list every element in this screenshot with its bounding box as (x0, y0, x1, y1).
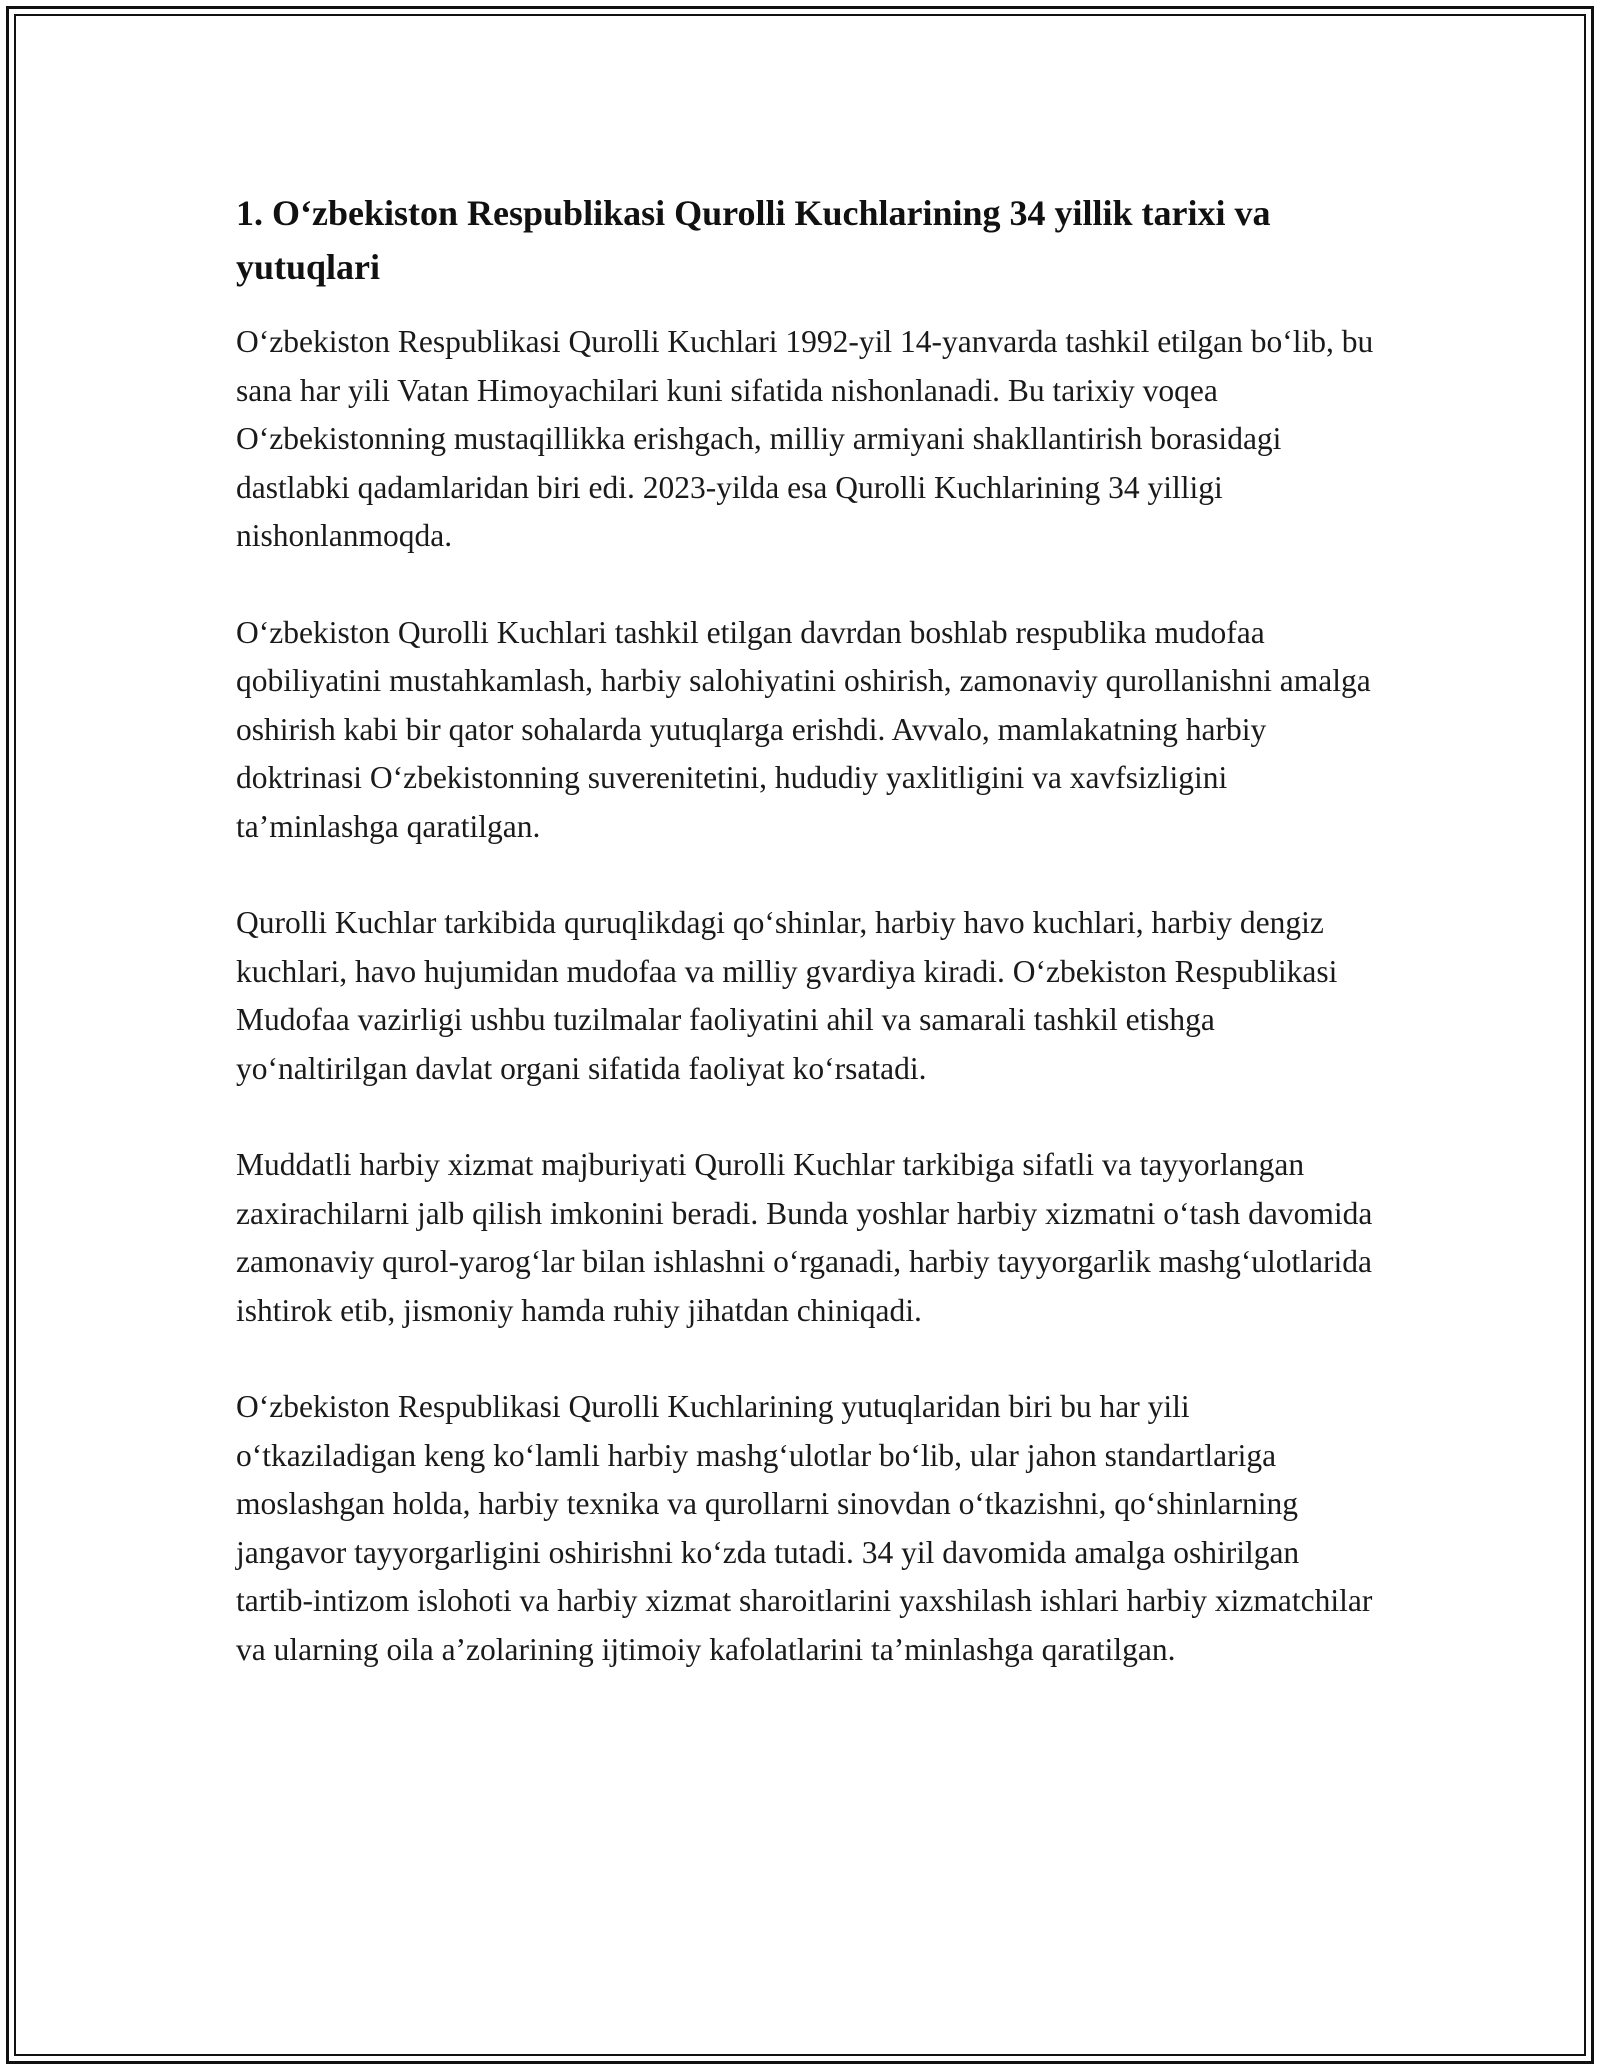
section-heading: 1. O‘zbekiston Respublikasi Qurolli Kuchlarining 34 yillik tarixi va yutuqlari (236, 193, 1271, 287)
paragraph-conscription: Muddatli harbiy xizmat majburiyati Qurolli Kuchlar tarkibiga sifatli va tayyorlangan zaxirachilarni jalb qilish imkonini beradi. Bunda yoshlar harbiy xizmatni o‘tash davomida zamonaviy qurol-yarog‘lar bilan ishlashni o‘rganadi, harbiy tayyorgarlik mashg‘ulotlarida ishtirok etib, jismoniy hamda ruhiy jihatdan chiniqadi. (236, 1147, 1373, 1328)
paragraph-founding: O‘zbekiston Respublikasi Qurolli Kuchlari 1992-yil 14-yanvarda tashkil etilgan bo‘lib, bu sana har yili Vatan Himoyachilari kuni sifatida nishonlanadi. Bu tarixiy voqea O‘zbekistonning mustaqillikka erishgach, milliy armiyani shakllantirish borasidagi dastlabki qadamlaridan biri edi. 2023-yilda esa Qurolli Kuchlarining 34 yilligi nishonlanmoqda. (236, 324, 1374, 553)
document-body (236, 186, 1376, 1722)
paragraph-structure: Qurolli Kuchlar tarkibida quruqlikdagi qo‘shinlar, harbiy havo kuchlari, harbiy dengiz kuchlari, havo hujumidan mudofaa va milliy gvardiya kiradi. O‘zbekiston Respublikasi Mudofaa vazirligi ushbu tuzilmalar faoliyatini ahil va samarali tashkil etishga yo‘naltirilgan davlat organi sifatida faoliyat ko‘rsatadi. (236, 905, 1338, 1086)
paragraph-exercises: O‘zbekiston Respublikasi Qurolli Kuchlarining yutuqlaridan biri bu har yili o‘tkaziladigan keng ko‘lamli harbiy mashg‘ulotlar bo‘lib, ular jahon standartlariga moslashgan holda, harbiy texnika va qurollarni sinovdan o‘tkazishni, qo‘shinlarning jangavor tayyorgarligini oshirishni ko‘zda tutadi. 34 yil davomida amalga oshirilgan tartib-intizom islohoti va harbiy xizmat sharoitlarini yaxshilash ishlari harbiy xizmatchilar va ularning oila a’zolarining ijtimoiy kafolatlarini ta’minlashga qaratilgan. (236, 1389, 1373, 1667)
paragraph-achievements: O‘zbekiston Qurolli Kuchlari tashkil etilgan davrdan boshlab respublika mudofaa qobiliyatini mustahkamlash, harbiy salohiyatini oshirish, zamonaviy qurollanishni amalga oshirish kabi bir qator sohalarda yutuqlarga erishdi. Avvalo, mamlakatning harbiy doktrinasi O‘zbekistonning suverenitetini, hududiy yaxlitligini va xavfsizligini ta’minlashga qaratilgan. (236, 614, 1371, 844)
